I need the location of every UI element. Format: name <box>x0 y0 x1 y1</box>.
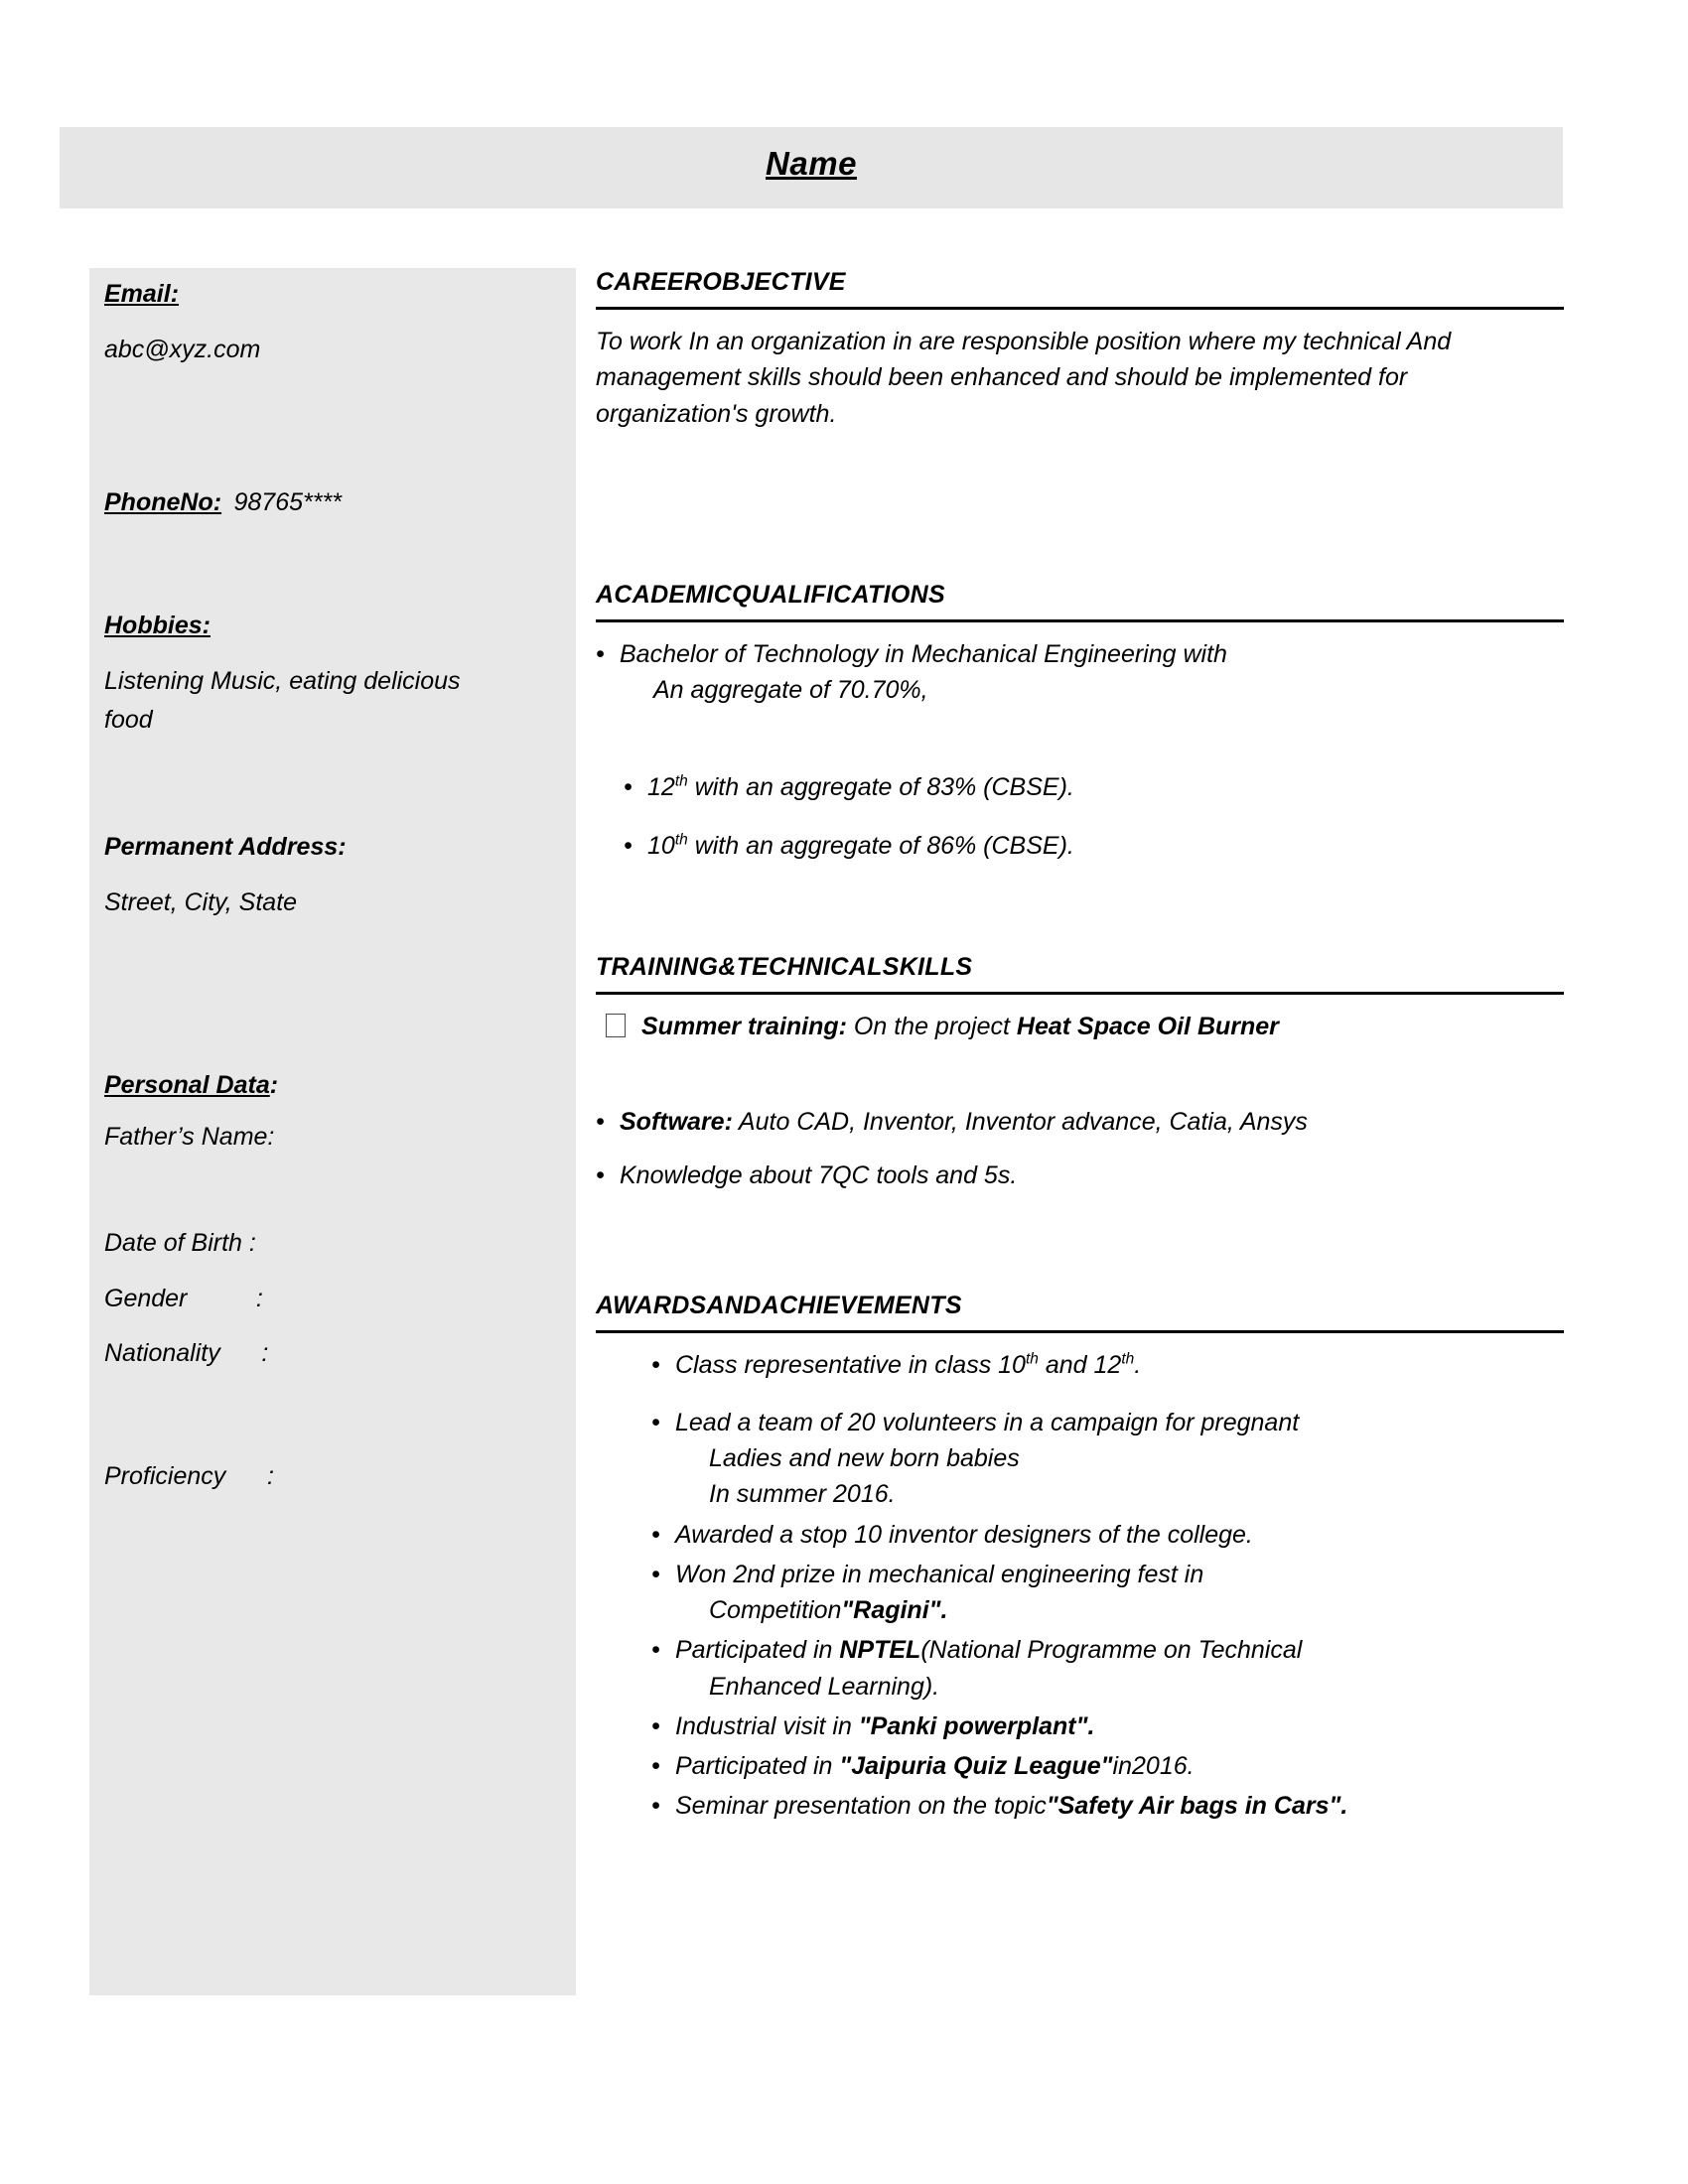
award-7-post: in2016. <box>1112 1752 1195 1780</box>
career-divider <box>596 307 1564 310</box>
bullet-icon: • <box>596 1161 605 1190</box>
bullet-icon: • <box>651 1560 660 1588</box>
knowledge-text: Knowledge about 7QC tools and 5s. <box>620 1161 1018 1190</box>
academic-heading: ACADEMICQUALIFICATIONS <box>596 580 945 609</box>
bullet-icon: • <box>651 1520 660 1549</box>
section-training-skills <box>596 953 1569 1194</box>
awards-heading: AWARDSANDACHIEVEMENTS <box>596 1291 962 1319</box>
summer-training-project: Heat Space Oil Burner <box>1016 1012 1279 1040</box>
bullet-icon: • <box>651 1636 660 1665</box>
award-1-post: . <box>1134 1350 1142 1379</box>
bullet-icon: • <box>624 831 633 860</box>
award-4-line1: Won 2nd prize in mechanical engineering fest in <box>675 1560 1204 1588</box>
academic-divider <box>596 619 1564 622</box>
academic-item-2-post: with an aggregate of 83% (CBSE). <box>687 773 1074 802</box>
bullet-icon: • <box>651 1350 660 1379</box>
academic-item-1-line2: An aggregate of 70.70%, <box>653 676 928 704</box>
sidebar <box>104 280 571 1496</box>
award-2-line2: Ladies and new born babies <box>709 1444 1020 1472</box>
personal-data-label: Personal Data <box>104 1071 270 1099</box>
award-3-text: Awarded a stop 10 inventor designers of the college. <box>675 1520 1253 1549</box>
field-date-of-birth: Date of Birth : <box>104 1228 256 1257</box>
software-value: Auto CAD, Inventor, Inventor advance, Catia, Ansys <box>732 1108 1308 1136</box>
field-gender: Gender : <box>104 1284 263 1312</box>
field-nationality: Nationality : <box>104 1339 269 1368</box>
software-label: Software: <box>620 1108 733 1136</box>
email-value: abc@xyz.com <box>104 336 261 363</box>
academic-item-3-post: with an aggregate of 86% (CBSE). <box>687 831 1074 860</box>
bullet-icon: • <box>596 1108 605 1136</box>
field-proficiency: Proficiency : <box>104 1462 274 1490</box>
main-content <box>596 268 1569 1825</box>
summer-training-label: Summer training: <box>641 1012 847 1040</box>
hobbies-label: Hobbies: <box>104 611 211 639</box>
award-7-pre: Participated in <box>675 1752 840 1780</box>
award-5-line1-post: (National Programme on Technical <box>920 1636 1303 1665</box>
academic-item-2-sup: th <box>674 772 688 790</box>
page-title: Name <box>766 145 857 182</box>
bullet-icon: • <box>651 1752 660 1780</box>
award-6-bold: "Panki powerplant" <box>858 1711 1088 1740</box>
training-divider <box>596 992 1564 995</box>
list-item <box>651 1347 1569 1383</box>
academic-item-3-pre: 10 <box>647 831 675 860</box>
bullet-icon: • <box>651 1711 660 1740</box>
award-4-line2-bold: "Ragini". <box>841 1596 948 1624</box>
award-6-pre: Industrial visit in <box>675 1711 859 1740</box>
hobbies-field <box>104 612 571 640</box>
list-item <box>651 1708 1569 1744</box>
address-field <box>104 833 571 862</box>
phone-value: 98765**** <box>233 487 342 516</box>
list-item <box>651 1557 1569 1629</box>
award-2-line3: In summer 2016. <box>709 1480 896 1509</box>
list-item <box>651 1788 1569 1824</box>
box-bullet-icon <box>606 1014 626 1037</box>
section-academic-qualifications <box>596 581 1569 864</box>
section-awards-achievements <box>596 1292 1569 1825</box>
training-heading: TRAINING&TECHNICALSKILLS <box>596 952 973 981</box>
email-label: Email: <box>104 280 180 308</box>
award-1-mid: and 12 <box>1038 1350 1122 1379</box>
personal-data-colon: : <box>269 1071 279 1099</box>
address-value: Street, City, State <box>104 888 298 917</box>
academic-item-2-pre: 12 <box>647 773 675 802</box>
award-2-line1: Lead a team of 20 volunteers in a campaign for pregnant <box>675 1408 1300 1436</box>
list-item <box>596 636 1569 709</box>
bullet-icon: • <box>651 1792 660 1821</box>
academic-item-1-line1: Bachelor of Technology in Mechanical Engineering with <box>620 639 1227 668</box>
phone-label: PhoneNo: <box>104 487 222 516</box>
hobbies-value: Listening Music, eating delicious food <box>104 666 461 734</box>
bullet-icon: • <box>596 639 605 668</box>
career-heading: CAREEROBJECTIVE <box>596 268 846 296</box>
award-1-pre: Class representative in class 10 <box>675 1350 1026 1379</box>
award-5-line2: Enhanced Learning). <box>709 1672 940 1701</box>
awards-divider <box>596 1330 1564 1333</box>
address-label: Permanent Address: <box>104 833 347 862</box>
award-1-sup2: th <box>1121 1350 1135 1368</box>
career-body: To work In an organization in are responsible position where my technical And management skills should been enhanced and should be implemented for organization's growth. <box>596 328 1452 428</box>
award-5-line1-bold: NPTEL <box>839 1636 921 1665</box>
email-field <box>104 280 571 309</box>
bullet-icon: • <box>624 773 633 802</box>
field-fathers-name: Father’s Name: <box>104 1123 275 1151</box>
list-item <box>651 1517 1569 1553</box>
section-career-objective <box>596 268 1569 432</box>
bullet-icon: • <box>651 1408 660 1436</box>
list-item <box>596 1158 1569 1193</box>
award-8-bold: "Safety Air bags in Cars" <box>1046 1792 1341 1821</box>
training-summer-row <box>606 1009 1569 1044</box>
award-1-sup1: th <box>1025 1350 1039 1368</box>
academic-item-3-sup: th <box>674 831 688 849</box>
award-8-pre: Seminar presentation on the topic <box>675 1792 1047 1821</box>
award-8-post: . <box>1340 1792 1348 1821</box>
list-item <box>651 1748 1569 1784</box>
phone-field <box>104 488 571 517</box>
award-7-bold: "Jaipuria Quiz League" <box>839 1752 1113 1780</box>
award-4-line2-pre: Competition <box>709 1596 842 1624</box>
list-item <box>624 769 1569 805</box>
personal-data-heading <box>104 1071 571 1100</box>
list-item <box>624 828 1569 864</box>
list-item <box>596 1104 1569 1140</box>
summer-training-mid: On the project <box>846 1012 1017 1040</box>
award-6-post: . <box>1087 1711 1095 1740</box>
list-item <box>651 1405 1569 1513</box>
award-5-line1-pre: Participated in <box>675 1636 840 1665</box>
header-band <box>60 127 1563 208</box>
list-item <box>651 1632 1569 1705</box>
